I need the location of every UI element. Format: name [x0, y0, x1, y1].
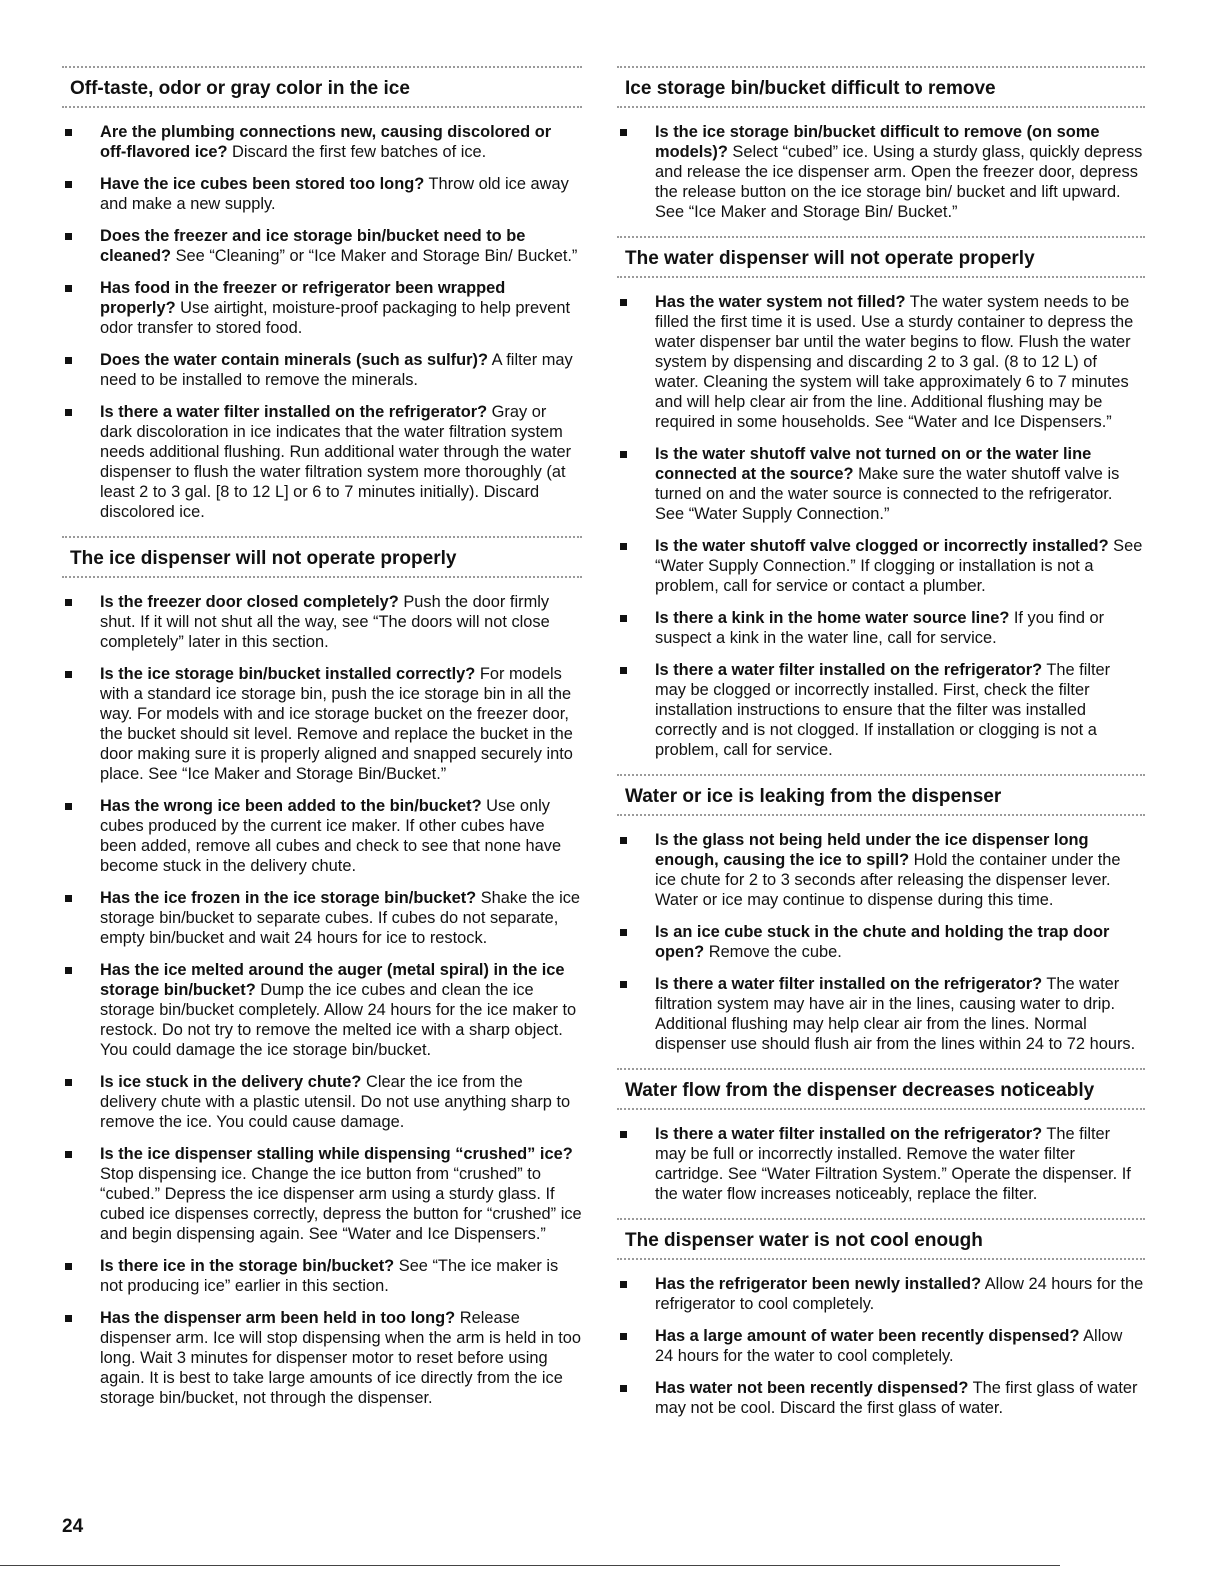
square-bullet-icon — [65, 1315, 72, 1322]
square-bullet-icon — [65, 1263, 72, 1270]
list-item — [617, 660, 1145, 760]
answer-text: Hold the container under the ice chute for 2 to 3 seconds after releasing the dispenser lever. Water or ice may continue to dispense during this time. — [655, 851, 1121, 909]
list-item — [617, 536, 1145, 596]
answer-text: Dump the ice cubes and clean the ice storage bin/bucket completely. Allow 24 hours for the ice maker to restock. Do not try to remove the melted ice with a sharp object. You could damage the ice storage bin/bucket. — [100, 981, 577, 1059]
question-text: Is the ice storage bin/bucket installed correctly? — [100, 665, 476, 683]
square-bullet-icon — [65, 1151, 72, 1158]
question-text: Has the dispenser arm been held in too long? — [100, 1309, 456, 1327]
question-text: Does the water contain minerals (such as sulfur)? — [100, 351, 489, 369]
list-item — [617, 1378, 1145, 1418]
list-item — [617, 922, 1145, 962]
list-item — [617, 1274, 1145, 1314]
question-text: Has food in the freezer or refrigerator been wrapped properly? — [100, 279, 506, 317]
item-list — [617, 292, 1145, 760]
dotted-rule — [617, 106, 1145, 108]
question-text: Is there a water filter installed on the refrigerator? — [655, 975, 1043, 993]
question-text: Has the ice melted around the auger (metal spiral) in the ice storage bin/bucket? — [100, 961, 565, 999]
square-bullet-icon — [620, 451, 627, 458]
square-bullet-icon — [620, 929, 627, 936]
dotted-rule — [62, 106, 582, 108]
square-bullet-icon — [620, 1333, 627, 1340]
square-bullet-icon — [65, 803, 72, 810]
item-list — [617, 1124, 1145, 1204]
question-text: Has water not been recently dispensed? — [655, 1379, 969, 1397]
list-item — [62, 402, 582, 522]
answer-text: Use only cubes produced by the current ice maker. If other cubes have been added, remove all cubes and check to see that none have become stuck in the delivery chute. — [100, 797, 562, 875]
answer-text: Discard the first few batches of ice. — [227, 143, 487, 161]
square-bullet-icon — [65, 671, 72, 678]
list-item — [62, 592, 582, 652]
answer-text: If you find or suspect a kink in the water line, call for service. — [655, 609, 1105, 647]
square-bullet-icon — [65, 233, 72, 240]
square-bullet-icon — [65, 895, 72, 902]
question-text: Are the plumbing connections new, causing discolored or off-flavored ice? — [100, 123, 552, 161]
question-text: Is ice stuck in the delivery chute? — [100, 1073, 362, 1091]
list-item — [62, 664, 582, 784]
question-text: Is an ice cube stuck in the chute and holding the trap door open? — [655, 923, 1110, 961]
section-heading: The water dispenser will not operate properly — [625, 248, 1035, 269]
answer-text: Select “cubed” ice. Using a sturdy glass, quickly depress and release the ice dispenser arm. Open the freezer door, depress the release button on the ice storage bin/ bucket and lift upward. See “Ice Maker and Storage Bin/ Bucket.” — [655, 143, 1143, 221]
square-bullet-icon — [65, 181, 72, 188]
question-text: Does the freezer and ice storage bin/bucket need to be cleaned? — [100, 227, 526, 265]
question-text: Is there a kink in the home water source line? — [655, 609, 1010, 627]
square-bullet-icon — [65, 129, 72, 136]
list-item — [62, 1256, 582, 1296]
square-bullet-icon — [620, 543, 627, 550]
section-ice-storage-bin-bucket-difficult-to-remove — [617, 66, 1145, 222]
list-item — [617, 1124, 1145, 1204]
answer-text: Use airtight, moisture-proof packaging to help prevent odor transfer to stored food. — [100, 299, 571, 337]
square-bullet-icon — [620, 615, 627, 622]
answer-text: For models with a standard ice storage bin, push the ice storage bin in all the way. For models with and ice storage bucket on the freezer door, the bucket should sit level. Remove and replace the bucket in the door making sure it is properly aligned and snapped securely into place. See “Ice Maker and Storage Bin/Bucket.” — [100, 665, 573, 783]
right-column — [617, 66, 1145, 1432]
question-text: Has the refrigerator been newly installed? — [655, 1275, 982, 1293]
answer-text: Shake the ice storage bin/bucket to separate cubes. If cubes do not separate, empty bin/bucket and wait 24 hours for ice to restock. — [100, 889, 581, 947]
section-the-ice-dispenser-will-not-operate-properly — [62, 536, 582, 1408]
answer-text: See “The ice maker is not producing ice” earlier in this section. — [100, 1257, 559, 1295]
list-item — [62, 226, 582, 266]
square-bullet-icon — [65, 1079, 72, 1086]
dotted-rule — [617, 276, 1145, 278]
list-item — [617, 292, 1145, 432]
square-bullet-icon — [620, 299, 627, 306]
answer-text: Allow 24 hours for the refrigerator to cool completely. — [655, 1275, 1144, 1313]
list-item — [62, 350, 582, 390]
list-item — [62, 1072, 582, 1132]
question-text: Is the ice dispenser stalling while dispensing “crushed” ice? — [100, 1145, 573, 1163]
square-bullet-icon — [620, 667, 627, 674]
answer-text: Release dispenser arm. Ice will stop dispensing when the arm is held in too long. Wait 3 minutes for dispenser motor to reset before using again. It is best to take large amounts of ice directly from the ice storage bin/bucket, not through the dispenser. — [100, 1309, 582, 1407]
list-item — [62, 1144, 582, 1244]
dotted-rule — [62, 576, 582, 578]
list-item — [617, 1326, 1145, 1366]
dotted-rule — [617, 814, 1145, 816]
list-item — [62, 796, 582, 876]
list-item — [62, 888, 582, 948]
square-bullet-icon — [65, 409, 72, 416]
answer-text: See “Cleaning” or “Ice Maker and Storage Bin/ Bucket.” — [171, 247, 578, 265]
square-bullet-icon — [620, 837, 627, 844]
item-list — [62, 122, 582, 522]
section-heading: Water flow from the dispenser decreases noticeably — [625, 1080, 1095, 1101]
answer-text: Throw old ice away and make a new supply. — [100, 175, 569, 213]
square-bullet-icon — [620, 129, 627, 136]
section-water-or-ice-is-leaking-from-the-dispenser — [617, 774, 1145, 1054]
dotted-rule — [617, 1108, 1145, 1110]
list-item — [62, 174, 582, 214]
section-off-taste-odor-or-gray-color-in-the-ice — [62, 66, 582, 522]
answer-text: The water filtration system may have air in the lines, causing water to drip. Additional flushing may help clear air from the lines. Normal dispenser use should flush air from the lines within 24 to 72 hours. — [655, 975, 1136, 1053]
question-text: Has the water system not filled? — [655, 293, 906, 311]
dotted-rule — [617, 1258, 1145, 1260]
list-item — [62, 278, 582, 338]
question-text: Has a large amount of water been recently dispensed? — [655, 1327, 1080, 1345]
list-item — [617, 830, 1145, 910]
answer-text: Make sure the water shutoff valve is turned on and the water source is connected to the refrigerator. See “Water Supply Connection.” — [655, 465, 1120, 523]
question-text: Is the ice storage bin/bucket difficult to remove (on some models)? — [655, 123, 1100, 161]
square-bullet-icon — [620, 981, 627, 988]
section-heading: The ice dispenser will not operate properly — [70, 548, 457, 569]
answer-text: Gray or dark discoloration in ice indicates that the water filtration system needs additional flushing. Run additional water through the water dispenser to flush the water filtration system more thoroughly (at least 2 to 3 gal. [8 to 12 L] or 6 to 7 minutes initially). Discard discolored ice. — [100, 403, 572, 521]
square-bullet-icon — [620, 1131, 627, 1138]
question-text: Is the water shutoff valve not turned on or the water line connected at the source? — [655, 445, 1092, 483]
item-list — [617, 1274, 1145, 1418]
answer-text: Remove the cube. — [704, 943, 842, 961]
item-list — [617, 830, 1145, 1054]
question-text: Has the ice frozen in the ice storage bin/bucket? — [100, 889, 477, 907]
answer-text: Push the door firmly shut. If it will not shut all the way, see “The doors will not close completely” later in this section. — [100, 593, 550, 651]
section-heading: Off-taste, odor or gray color in the ice — [70, 78, 410, 99]
section-the-water-dispenser-will-not-operate-properly — [617, 236, 1145, 760]
list-item — [62, 1308, 582, 1408]
section-the-dispenser-water-is-not-cool-enough — [617, 1218, 1145, 1418]
square-bullet-icon — [620, 1281, 627, 1288]
left-column — [62, 66, 582, 1422]
square-bullet-icon — [65, 599, 72, 606]
square-bullet-icon — [65, 967, 72, 974]
question-text: Is the glass not being held under the ice dispenser long enough, causing the ice to spill? — [655, 831, 1089, 869]
bottom-divider — [0, 1565, 1060, 1566]
question-text: Is there ice in the storage bin/bucket? — [100, 1257, 395, 1275]
section-heading: Ice storage bin/bucket difficult to remove — [625, 78, 996, 99]
question-text: Is the water shutoff valve clogged or incorrectly installed? — [655, 537, 1109, 555]
answer-text: Clear the ice from the delivery chute with a plastic utensil. Do not use anything sharp to remove the ice. You could cause damage. — [100, 1073, 571, 1131]
list-item — [617, 974, 1145, 1054]
question-text: Is there a water filter installed on the refrigerator? — [655, 661, 1043, 679]
answer-text: See “Water Supply Connection.” If clogging or installation is not a problem, call for service or contact a plumber. — [655, 537, 1143, 595]
section-heading: Water or ice is leaking from the dispenser — [625, 786, 1002, 807]
item-list — [62, 592, 582, 1408]
square-bullet-icon — [65, 285, 72, 292]
answer-text: A filter may need to be installed to remove the minerals. — [100, 351, 573, 389]
section-heading: The dispenser water is not cool enough — [625, 1230, 983, 1251]
question-text: Is there a water filter installed on the refrigerator? — [655, 1125, 1043, 1143]
list-item — [617, 444, 1145, 524]
answer-text: The water system needs to be filled the first time it is used. Use a sturdy container to depress the water dispenser bar until the water begins to flow. Flush the water system by dispensing and discarding 2 to 3 gal. (8 to 12 L) of water. Cleaning the system will take approximately 6 to 7 minutes and will help clear air from the line. Additional flushing may be required in some households. See “Water and Ice Dispensers.” — [655, 293, 1134, 431]
section-water-flow-from-the-dispenser-decreases-noticeably — [617, 1068, 1145, 1204]
answer-text: The filter may be clogged or incorrectly installed. First, check the filter installation instructions to ensure that the filter was installed correctly and is not clogged. If installation or clogging is not a problem, call for service. — [655, 661, 1111, 759]
answer-text: Stop dispensing ice. Change the ice button from “crushed” to “cubed.” Depress the ice dispenser arm using a sturdy glass. If cubed ice dispenses correctly, depress the button for “crushed” ice and begin dispensing again. See “Water and Ice Dispensers.” — [100, 1165, 582, 1243]
answer-text: The first glass of water may not be cool. Discard the first glass of water. — [655, 1379, 1138, 1417]
question-text: Has the wrong ice been added to the bin/bucket? — [100, 797, 482, 815]
question-text: Is there a water filter installed on the refrigerator? — [100, 403, 488, 421]
answer-text: The filter may be full or incorrectly installed. Remove the water filter cartridge. See “Water Filtration System.” Operate the dispenser. If the water flow increases noticeably, replace the filter. — [655, 1125, 1131, 1203]
list-item — [617, 608, 1145, 648]
page-number: 24 — [62, 1516, 84, 1537]
question-text: Have the ice cubes been stored too long? — [100, 175, 425, 193]
answer-text: Allow 24 hours for the water to cool completely. — [655, 1327, 1123, 1365]
item-list — [617, 122, 1145, 222]
square-bullet-icon — [65, 357, 72, 364]
list-item — [62, 960, 582, 1060]
question-text: Is the freezer door closed completely? — [100, 593, 399, 611]
square-bullet-icon — [620, 1385, 627, 1392]
list-item — [62, 122, 582, 162]
list-item — [617, 122, 1145, 222]
